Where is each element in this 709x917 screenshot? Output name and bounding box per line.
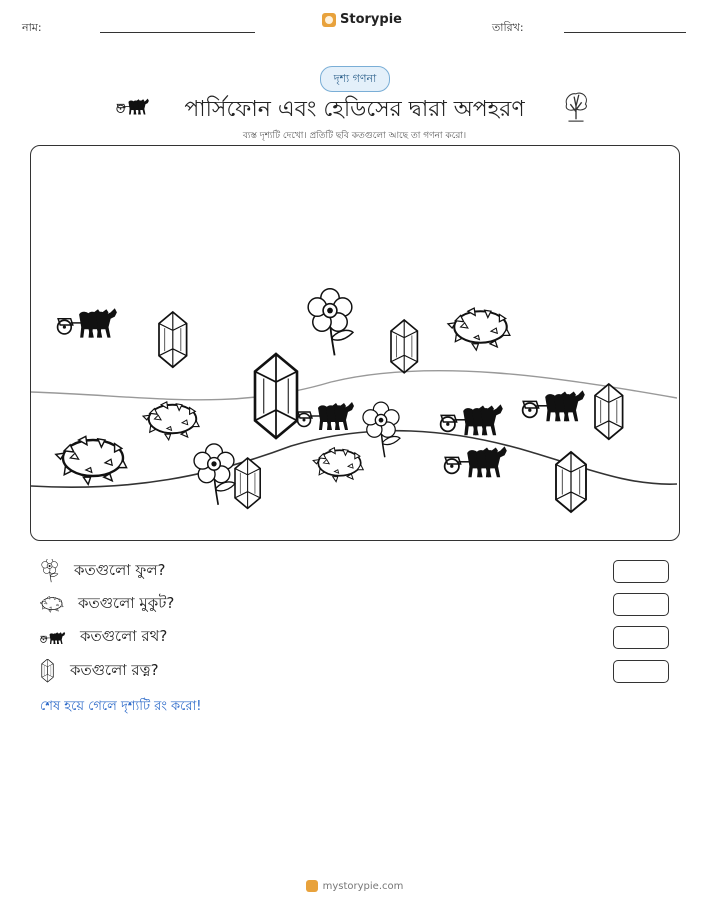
storypie-icon xyxy=(306,880,318,892)
flower-icon xyxy=(40,559,60,583)
wreath-icon xyxy=(448,308,510,350)
question-text: কতগুলো ফুল? xyxy=(74,560,166,579)
question-text: কতগুলো মুকুট? xyxy=(78,593,175,612)
crystal-icon xyxy=(595,384,623,439)
date-line[interactable] xyxy=(564,32,686,33)
brand-logo xyxy=(322,12,402,27)
color-instruction: শেষ হয়ে গেলে দৃশ্যটি রং করো! xyxy=(40,699,202,714)
crystal-icon xyxy=(391,320,417,373)
crystal-icon xyxy=(159,312,187,367)
activity-badge: দৃশ্য গণনা xyxy=(320,66,390,92)
date-label: তারিখ: xyxy=(492,21,524,34)
question-wreaths xyxy=(40,591,174,617)
answer-box-chariots[interactable] xyxy=(613,626,669,649)
answer-box-gems[interactable] xyxy=(613,660,669,683)
answer-box-wreaths[interactable] xyxy=(613,593,669,616)
wreath-icon xyxy=(313,448,363,482)
crystal-icon xyxy=(255,354,297,438)
flower-icon xyxy=(194,444,235,505)
question-text: কতগুলো রত্ন? xyxy=(70,660,159,679)
chariot-icon xyxy=(298,402,355,430)
scene-illustration xyxy=(31,146,677,538)
chariot-icon xyxy=(523,390,585,421)
flower-icon xyxy=(363,402,400,457)
storypie-icon xyxy=(322,13,336,27)
crystal-icon xyxy=(235,458,260,508)
chariot-icon xyxy=(58,308,117,337)
question-gems xyxy=(40,658,159,684)
flower-icon xyxy=(308,289,353,356)
question-flowers xyxy=(40,558,165,584)
wreath-icon xyxy=(56,436,127,484)
wreath-icon xyxy=(40,595,64,613)
footer-url[interactable]: mystorypie.com xyxy=(322,880,404,892)
name-line[interactable] xyxy=(100,32,255,33)
question-chariots xyxy=(40,624,167,650)
chariot-icon xyxy=(445,446,507,477)
chariot-icon xyxy=(441,404,503,435)
chariot-icon xyxy=(40,629,66,646)
tree-icon xyxy=(562,91,590,123)
answer-box-flowers[interactable] xyxy=(613,560,669,583)
wreath-icon xyxy=(143,402,199,440)
name-label: নাম: xyxy=(22,21,42,34)
brand-name: Storypie xyxy=(340,12,402,27)
instructions-text: ব্যস্ত দৃশ্যটি দেখো। প্রতিটি ছবি কতগুলো আছে তা গণনা করো। xyxy=(242,131,467,141)
crystal-icon xyxy=(556,452,586,512)
crystal-icon xyxy=(40,659,56,683)
question-text: কতগুলো রথ? xyxy=(80,626,168,645)
footer xyxy=(0,880,709,892)
counting-scene xyxy=(30,145,680,541)
page-title: পার্সিফোন এবং হেডিসের দ্বারা অপহরণ xyxy=(184,97,525,122)
